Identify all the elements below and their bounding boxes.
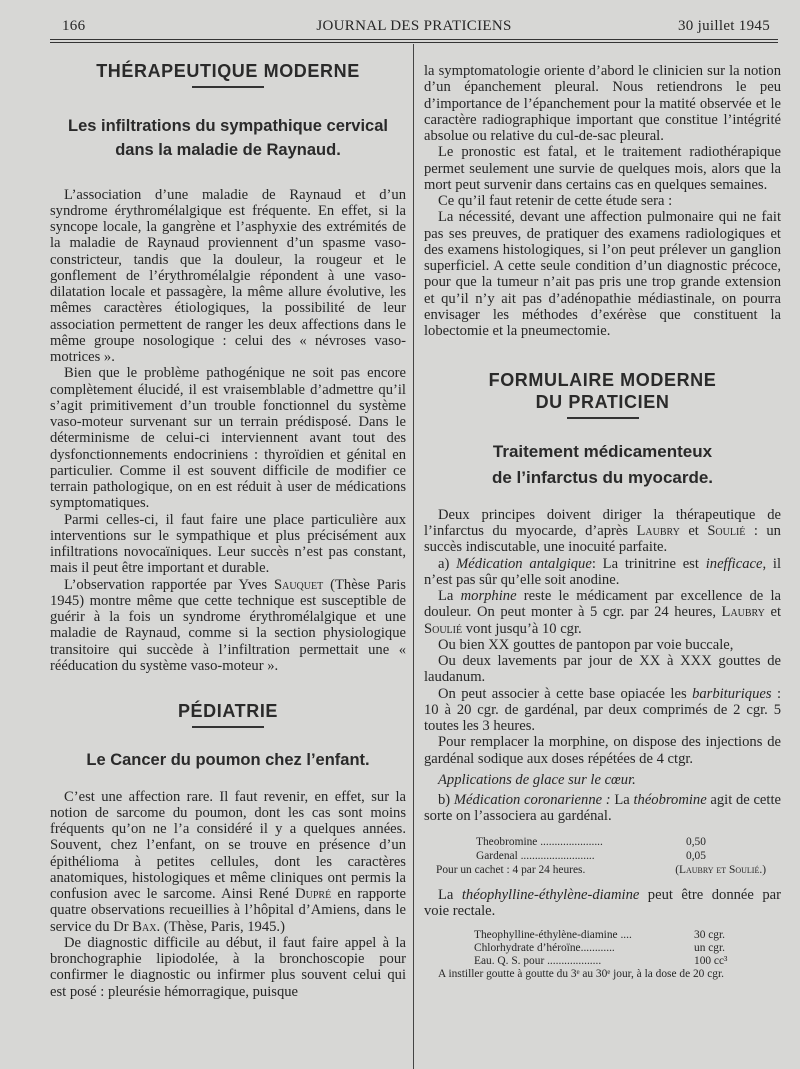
page-number: 166 (62, 18, 86, 34)
paragraph: b) Médication coronarienne : La théobromine agit de cette sorte on l’associera au gardénal. (424, 792, 781, 825)
paragraph: L’association d’une maladie de Raynaud et d’un syndrome érythromélalgique est fréquente. En effet, si la syncope locale, la gangrène et l’asphyxie des extrémités de la maladie de Raynaud proviennent d’un spasme vaso-constricteur, tandis que la douleur, la rougeur et le gonflement de l’érythromélalgie répondent à une vaso-dilatation locale et passagère, la même allure évolutive, les mêmes caractères étiologiques, la possibilité de leur association permettent de ranger les deux affections dans le même groupe nosologique : celui des « névroses vaso-motrices ». (50, 186, 406, 365)
paragraph: Applications de glace sur le cœur. (438, 771, 636, 788)
paragraph: C’est une affection rare. Il faut revenir, en effet, sur la notion de sarcome du poumon, dont les cas sont moins fréquents qu’on ne l’a considéré il y a quelques années. Souvent, chez l’enfant, on se trouve en présence d’un épithélioma à petites cellules, dont les caractères anatomiques, histologiques et même cliniques ont permis la confusion avec le sarcome. Ainsi René Dupré en rapporte quatre observations recueillies à l’hôpital d’Amiens, dans le service du Dr Bax. (Thèse, Paris, 1945.) (50, 788, 406, 935)
prescription-formula-2 (474, 929, 754, 968)
formula-note: Pour un cachet : 4 par 24 heures. (Laubry et Soulié.) (436, 863, 766, 876)
paragraph: Pour remplacer la morphine, on dispose des injections de gardénal sodique aux doses répétées de 4 ctgr. (424, 734, 781, 767)
paragraph: La nécessité, devant une affection pulmonaire qui ne fait pas ses preuves, de pratiquer des examens radiologiques et des examens histologiques, si l’on peut prélever un ganglion superficiel. A cette seule condition d’un diagnostic précoce, pour que la tumeur n’ait pas pris une trop grande extension et qu’il n’y ait pas d’adénopathie médiastinale, on pourra envisager les méthodes d’exérèse que constituent la lobectomie et la pneumectomie. (424, 209, 781, 339)
paragraph: Ou bien XX gouttes de pantopon par voie buccale, (438, 636, 734, 653)
left-column (50, 60, 406, 1000)
paragraph: Ou deux lavements par jour de XX à XXX gouttes de laudanum. (424, 653, 781, 686)
section-title-pediatrie: PÉDIATRIE (177, 701, 279, 721)
formula-row: Eau. Q. S. pour ................... 100 cc³ (474, 955, 728, 967)
author-name: Laubry (721, 604, 765, 621)
author-name: Soulié (424, 620, 463, 637)
author-name: Laubry (636, 523, 680, 539)
paragraph: L’observation rapportée par Yves Sauquet (Thèse Paris 1945) montre même que cette technique est susceptible de guérir à la fois un syndrome érythromélalgique et une maladie de Raynaud, comme si la section physiologique transitoire qui succède à l’infiltration permettait une « rééducation du système vaso-moteur ». (50, 576, 406, 674)
paragraph: La théophylline-éthylène-diamine peut être donnée par voie rectale. (424, 886, 781, 919)
author-name: Dupré (295, 886, 332, 902)
paragraph: De diagnostic difficile au début, il faut faire appel à la bronchographie lipiodolée, à la bronchoscopie pour confirmer le diagnostic ou infirmer plus souvent celui qui est posé : pleurésie hémorragique, puisque (50, 934, 406, 1000)
article-title-infarctus: Traitement médicamenteux de l’infarctus du myocarde. (491, 441, 714, 487)
section-title-therapeutique: THÉRAPEUTIQUE MODERNE (96, 61, 360, 81)
paragraph: Le pronostic est fatal, et le traitement radiothérapique permet seulement une survie de quelques mois, alors que la mort peut survenir dans certains cas en quelques semaines. (424, 144, 781, 193)
paragraph: Ce qu’il faut retenir de cette étude sera : (438, 193, 673, 209)
prescription-formula-1 (476, 835, 746, 863)
formula-row: Chlorhydrate d’héroïne............ un cgr. (474, 942, 726, 954)
column-divider (413, 44, 414, 1069)
issue-date: 30 juillet 1945 (678, 18, 770, 34)
paragraph: La morphine reste le médicament par excellence de la douleur. On peut monter à 5 cgr. par 24 heures, Laubry et Soulié vont jusqu’à 10 cgr. (424, 588, 781, 637)
author-name: Soulié (707, 523, 746, 539)
paragraph: Parmi celles-ci, il faut faire une place particulière aux interventions sur le sympathique et plus précisément aux infiltrations novocaïniques. Leur succès n’est pas constant, mais il peut être important et durable. (50, 511, 406, 577)
header-rule-secondary (50, 42, 778, 43)
right-column (424, 63, 781, 981)
article-title-cancer-poumon: Le Cancer du poumon chez l’enfant. (86, 750, 370, 769)
paragraph: la symptomatologie oriente d’abord le clinicien sur la notion d’un épanchement pleural. Nous retiendrons le peu d’importance de l’épanchement pour la matité observée et le caractère radiographique important que constitue l’intégrité absolue ou relative du cul-de-sac pleural. (424, 63, 781, 144)
formula-instruction: A instiller goutte à goutte du 3ᵉ au 30ᵉ jour, à la dose de 20 cgr. (438, 968, 724, 980)
paragraph: Deux principes doivent diriger la thérapeutique de l’infarctus du myocarde, d’après Laubry et Soulié : un succès indiscutable, une inocuité parfaite. (424, 506, 781, 556)
paragraph: Bien que le problème pathogénique ne soit pas encore complètement élucidé, il est vraisemblable d’admettre qu’il s’agit primitivement d’un trouble fonctionnel du système vaso-moteur survenant sur un terrain prédisposé. Dans le déterminisme de celui-ci interviennent avant tout des dysfonctionnements endocriniens : thyroïdien et génital en particulier. Comme il est souvent difficile de modifier ce terrain pathologique, on en est réduit à user de médications symptomatiques. (50, 365, 406, 512)
formula-row: Theophylline-éthylène-diamine .... 30 cgr. (474, 929, 726, 941)
formula-row: Gardenal .......................... 0,05 (476, 849, 706, 862)
section-title-formulaire: FORMULAIRE MODERNE DU PRATICIEN (488, 370, 717, 413)
paragraph: a) Médication antalgique: La trinitrine est inefficace, il n’est pas sûr qu’elle soit anodine. (424, 555, 781, 588)
formula-row: Theobromine ...................... 0,50 (476, 835, 706, 848)
article-title-infiltrations: Les infiltrations du sympathique cervical dans la maladie de Raynaud. (67, 116, 388, 159)
author-name: Sauquet (273, 576, 324, 593)
paragraph: On peut associer à cette base opiacée les barbituriques : 10 à 20 cgr. de gardénal, par deux comprimés de 2 cgr. 5 toutes les 3 heures. (424, 685, 782, 734)
author-name: Bax (132, 918, 157, 935)
journal-title: JOURNAL DES PRATICIENS (316, 18, 512, 34)
header-rule (50, 39, 778, 40)
running-header (50, 14, 778, 40)
